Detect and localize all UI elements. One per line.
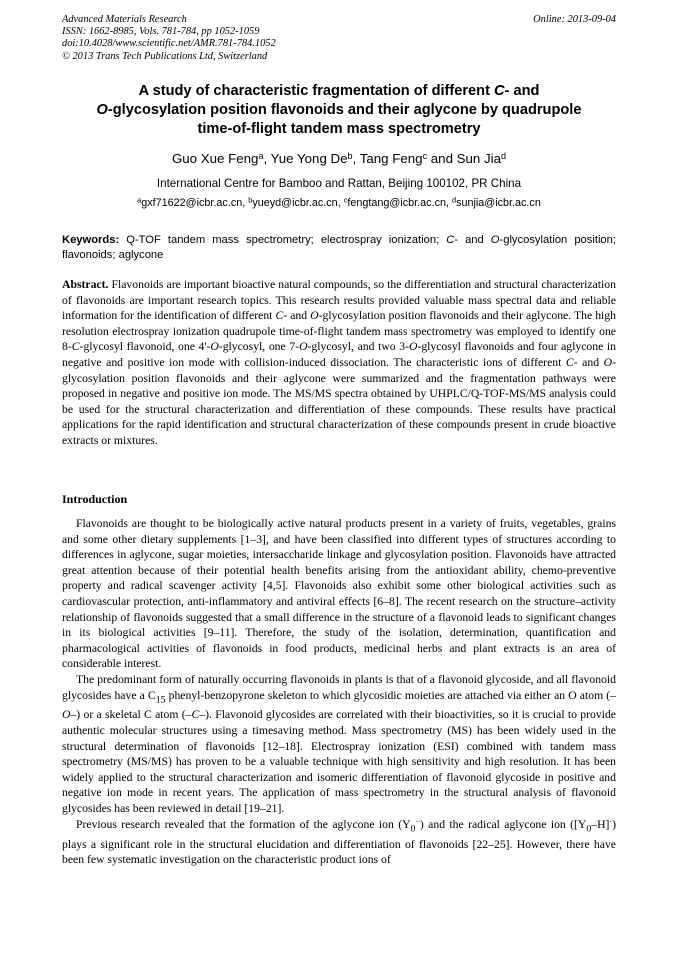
abstract-section: Abstract. Flavonoids are important bioactive natural compounds, so the differentiation and structural characterization of flavonoids are important research topics. This research results provided valuable mass spectral data and reliable information for the identification of different C- and O-glycosylation position flavonoids and their aglycone. The high resolution electrospray ionization quadrupole time-of-flight tandem mass spectrometry was employed to identify one 8-C-glycosyl flavonoid, one 4'-O-glycosyl, one 7-O-glycosyl, and two 3-O-glycosyl flavonoids and four aglycone in negative and positive ion mode with collision-induced dissociation. The characteristic ions of different C- and O-glycosylation position flavonoids and their aglycone were summarized and the fragmentation pathways were proposed in negative and positive ion mode. The MS/MS spectra obtained by UHPLC/Q-TOF-MS/MS analysis could be used for the structural characterization and differentiation of these compounds. These results have practical applications for the rapid identification and structural characterization of these compounds present in crude bioactive extracts or mixtures. [62, 278, 616, 447]
title-line-1: A study of characteristic fragmentation of different C- and [138, 83, 540, 99]
title-line-2: O-glycosylation position flavonoids and their aglycone by quadrupole [96, 102, 582, 118]
journal-metadata [62, 14, 276, 63]
issn-line: ISSN: 1662-8985, Vols. 781-784, pp 1052-1059 [62, 26, 260, 38]
author-2: Yue Yong De [270, 151, 348, 166]
copyright-line: © 2013 Trans Tech Publications Ltd, Switzerland [62, 50, 268, 62]
intro-paragraph-2: The predominant form of naturally occurring flavonoids in plants is that of a flavonoid glycoside, and all flavonoid glycosides have a $C_{15}$ phenyl-benzopyrone skeleton to which glycosidic moieties are attached via either an O atom (–O–) or a skeletal C atom (–C–). Flavonoid glycosides are correlated with their bioactivities, so it is crucial to provide authentic molecular structures using a timesaving method. Mass spectrometry (MS) has been widely used in the structural determination of flavonoids [12–18]. Electrospray ionization (ESI) combined with tandem mass spectrometry (MS/MS) has proven to be a valuable technique with high sensitivity and high resolution. It has been widely applied to the structural characterization and isomeric differentiation of flavonoid glycoside in positive and negative ion mode in recent years. The application of mass spectrometry in the structural analysis of flavonoid glycosides has been reviewed in detail [19–21]. [62, 672, 617, 816]
email-4: sunjia@icbr.ac.cn [456, 197, 541, 209]
doi-line: doi:10.4028/www.scientific.net/AMR.781-784.1052 [62, 38, 276, 50]
journal-name: Advanced Materials Research [62, 14, 187, 25]
author-1: Guo Xue Feng [171, 151, 259, 166]
keywords-section: Keywords: Q-TOF tandem mass spectrometry; electrospray ionization; C- and O-glycosylation position; flavonoids; aglycone [62, 234, 616, 261]
affiliation: International Centre for Bamboo and Rattan, Beijing 100102, PR China [156, 177, 522, 190]
email-1: gxf71622@icbr.ac.cn [141, 197, 243, 209]
title-line-3: time-of-flight tandem mass spectrometry [197, 121, 481, 137]
online-date: Online: 2013-09-04 [533, 14, 616, 25]
abstract-label: Abstract. [62, 278, 109, 291]
author-4: Sun Jia [456, 151, 502, 166]
intro-paragraph-3: Previous research revealed that the formation of the aglycone ion $(Y_0^-)$ and the radical aglycone ion $([Y_0-H]^\cdot)$ plays a significant role in the structural elucidation and differentiation of flavonoids [22–25]. However, there have been few systematic investigation on the characteristic product ions of [62, 817, 616, 867]
keywords-label: Keywords: [62, 234, 120, 246]
intro-paragraph-1: Flavonoids are thought to be biologically active natural products present in a variety of fruits, vegetables, grains and some other dietary supplements [1–3], and have been classified into different types of structures according to differences in aglycone, sugar moieties, intersaccharide linkage and glycosylation position. Flavonoids have attracted great attention because of their potential health benefits arising from the antioxidant ability, chemo-preventive property and radical scavenger activity [4,5]. Flavonoids also exhibit some other biological activities such as cardiovascular protection, anti-inflammatory and antiviral effects [6–8]. The recent research on the structure–activity relationship of flavonoids suggested that a small difference in the structure of a flavonoid leads to significant changes in its biological activities [9–11]. Therefore, the study of the isolation, determination, quantification and pharmacological activities of flavonoids in food products, medicinal herbs and plant extracts is an area of considerable interest. [62, 517, 616, 671]
author-3: Tang Feng [359, 151, 423, 166]
author-list: Guo Xue Feng$^a$, Yue Yong De$^b$, Tang Feng$^c$ and Sun Jia$^d$ [171, 150, 507, 166]
email-2: yueyd@icbr.ac.cn [252, 197, 338, 209]
introduction-heading: Introduction [62, 492, 128, 506]
author-emails: $^a$gxf71622@icbr.ac.cn, $^b$yueyd@icbr.ac.cn, $^c$fengtang@icbr.ac.cn, $^d$sunjia@icbr.ac.cn [137, 195, 541, 209]
email-3: fengtang@icbr.ac.cn [347, 197, 446, 209]
introduction-body [62, 516, 616, 868]
paper-title [62, 82, 616, 139]
